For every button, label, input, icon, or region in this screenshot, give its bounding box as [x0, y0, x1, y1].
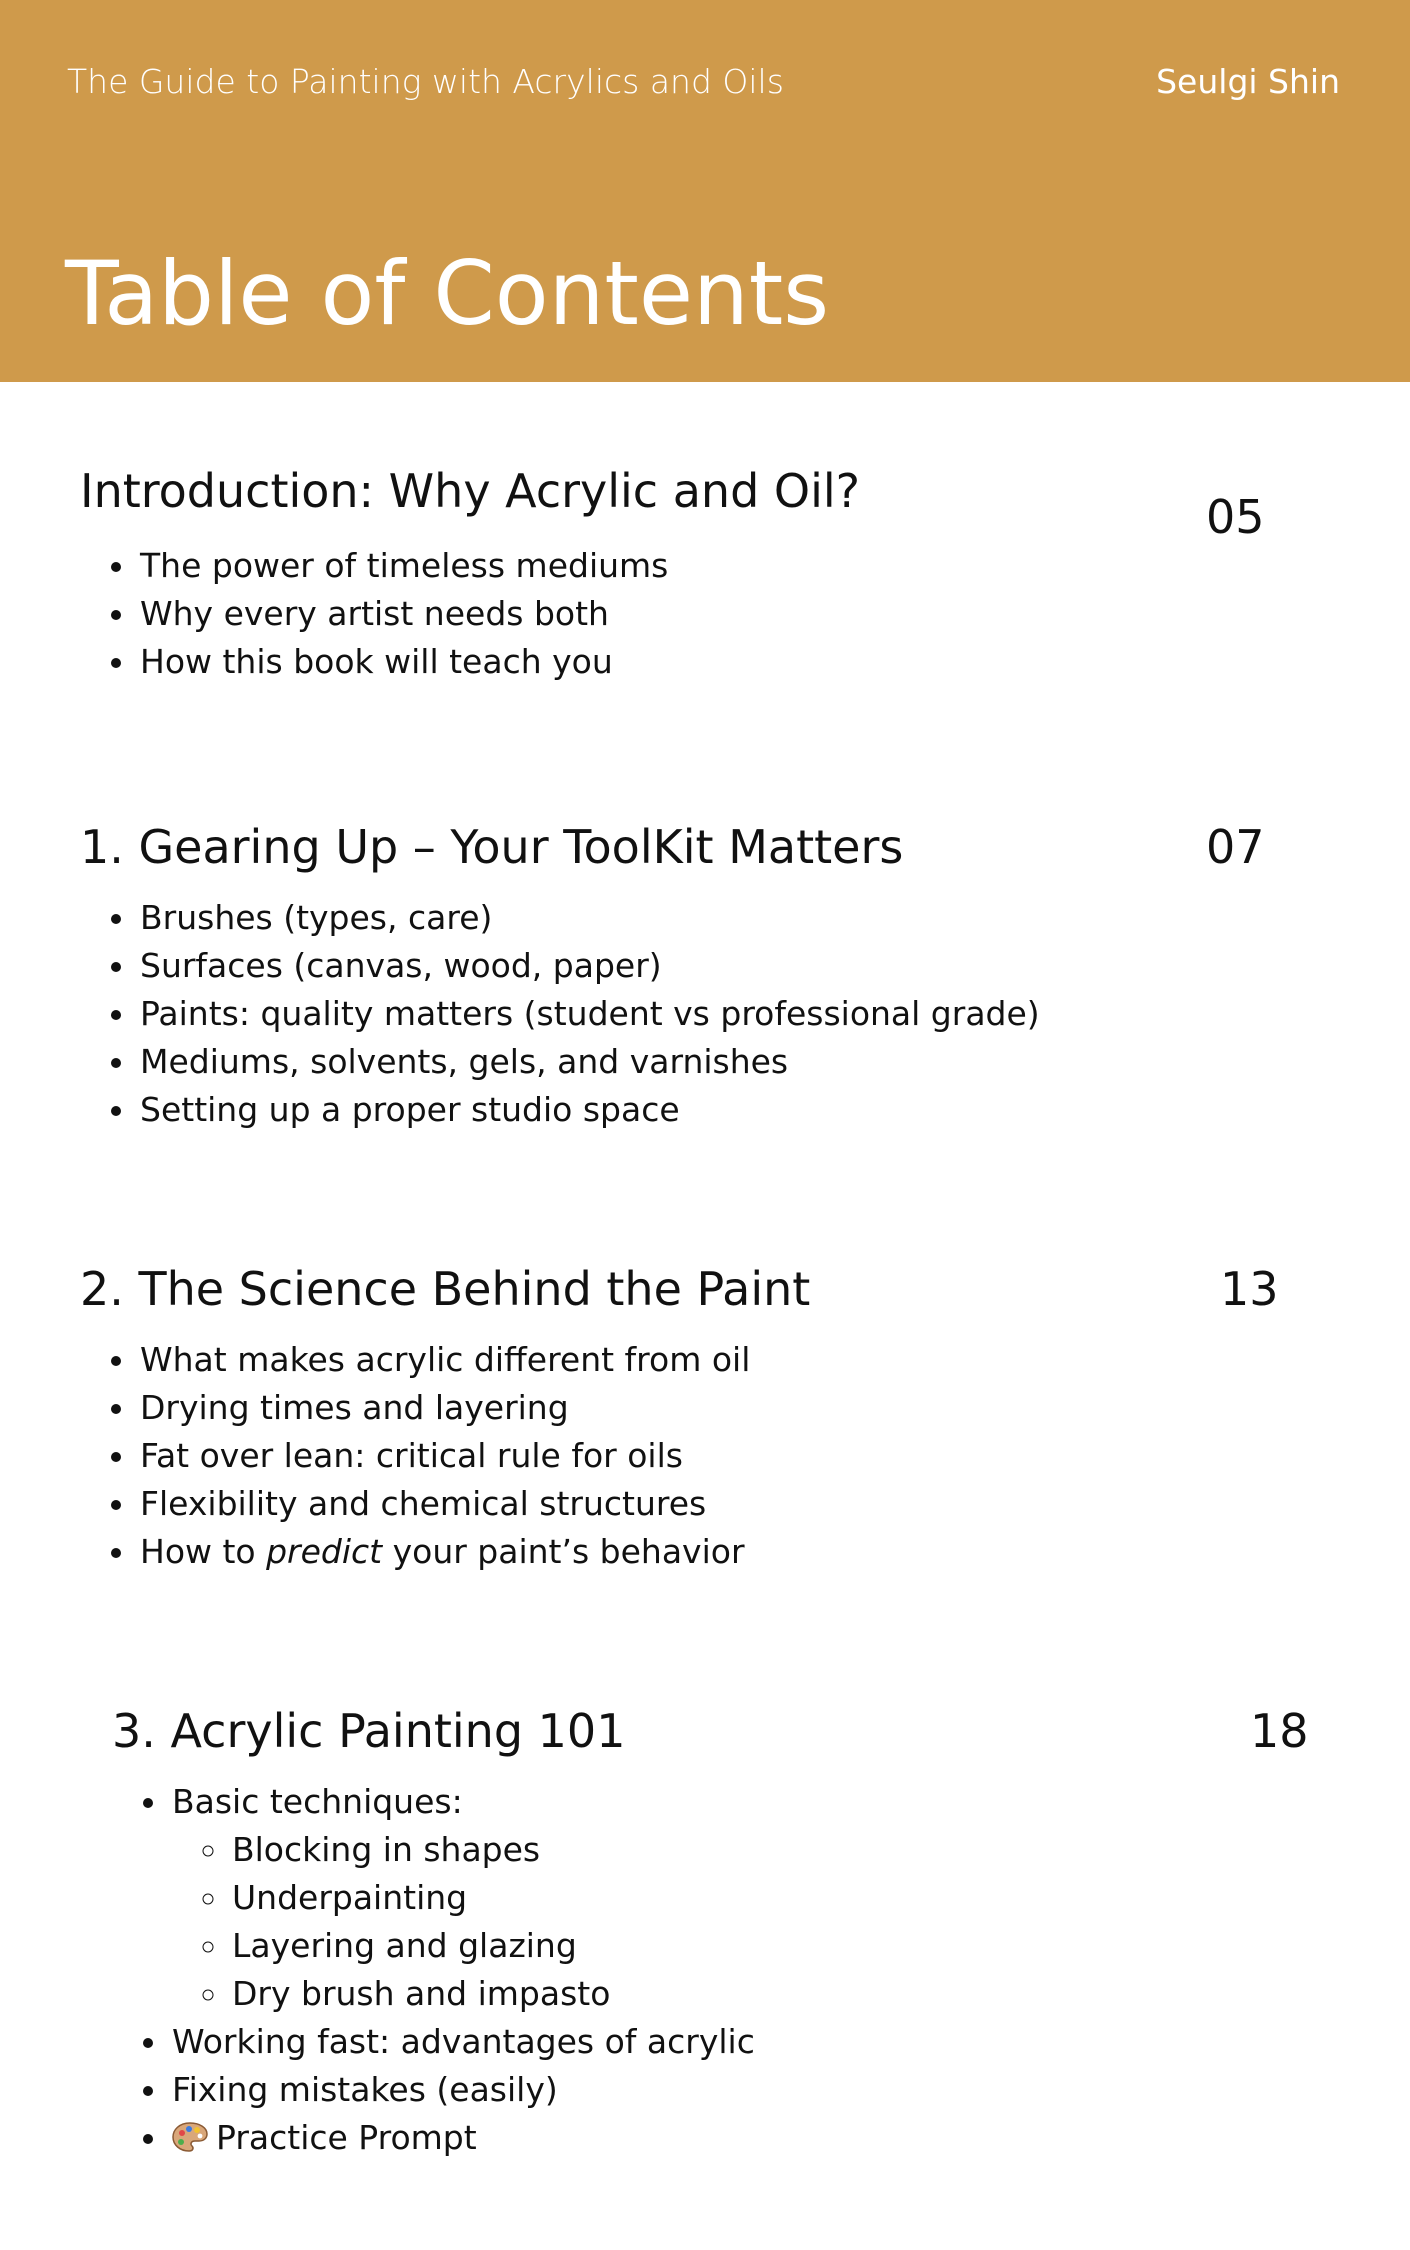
book-title: The Guide to Painting with Acrylics and Oils: [67, 62, 784, 101]
list-item: • Paints: quality matters (student vs professional grade): [138, 990, 1040, 1038]
section-items: [80, 894, 1040, 1134]
item-text: Practice Prompt: [216, 2118, 477, 2157]
section-items: [80, 542, 668, 686]
section-heading[interactable]: 2. The Science Behind the Paint: [80, 1262, 811, 1316]
emphasis-text: predict: [266, 1532, 383, 1571]
list-item: [170, 1778, 755, 2018]
section-items: [112, 1778, 755, 2166]
sub-list-item: ◦ Blocking in shapes: [230, 1826, 755, 1874]
sub-items: [172, 1826, 755, 2018]
list-item: • Flexibility and chemical structures: [138, 1480, 750, 1528]
list-item: • Brushes (types, care): [138, 894, 1040, 942]
sub-list-item: ◦ Dry brush and impasto: [230, 1970, 755, 2018]
page-number[interactable]: 05: [1206, 490, 1265, 544]
list-item: • Mediums, solvents, gels, and varnishes: [138, 1038, 1040, 1086]
page-number[interactable]: 13: [1220, 1262, 1279, 1316]
list-item: • Why every artist needs both: [138, 590, 668, 638]
list-item: • Drying times and layering: [138, 1384, 750, 1432]
sub-list-item: ◦ Underpainting: [230, 1874, 755, 1922]
list-item: • Fat over lean: critical rule for oils: [138, 1432, 750, 1480]
author-name: Seulgi Shin: [1156, 62, 1340, 101]
list-item: • Setting up a proper studio space: [138, 1086, 1040, 1134]
section-heading[interactable]: 3. Acrylic Painting 101: [112, 1704, 626, 1758]
artist-palette-icon: [172, 2118, 208, 2166]
list-item: • Working fast: advantages of acrylic: [170, 2018, 755, 2066]
item-text: your paint’s behavior: [382, 1532, 745, 1571]
page-title: Table of Contents: [65, 242, 830, 345]
page-number[interactable]: 07: [1206, 820, 1265, 874]
list-item: • The power of timeless mediums: [138, 542, 668, 590]
list-item: • What makes acrylic different from oil: [138, 1336, 750, 1384]
list-item: • Fixing mistakes (easily): [170, 2066, 755, 2114]
list-item: • Surfaces (canvas, wood, paper): [138, 942, 1040, 990]
list-item: [170, 2114, 755, 2166]
header-banner: [0, 0, 1410, 382]
section-items: [80, 1336, 750, 1576]
item-text: How to: [140, 1532, 267, 1571]
page-number[interactable]: 18: [1250, 1704, 1309, 1758]
item-text: Basic techniques:: [172, 1782, 463, 1821]
section-heading[interactable]: Introduction: Why Acrylic and Oil?: [80, 464, 861, 518]
list-item: [138, 1528, 750, 1576]
section-heading[interactable]: 1. Gearing Up – Your ToolKit Matters: [80, 820, 904, 874]
list-item: • How this book will teach you: [138, 638, 668, 686]
sub-list-item: ◦ Layering and glazing: [230, 1922, 755, 1970]
